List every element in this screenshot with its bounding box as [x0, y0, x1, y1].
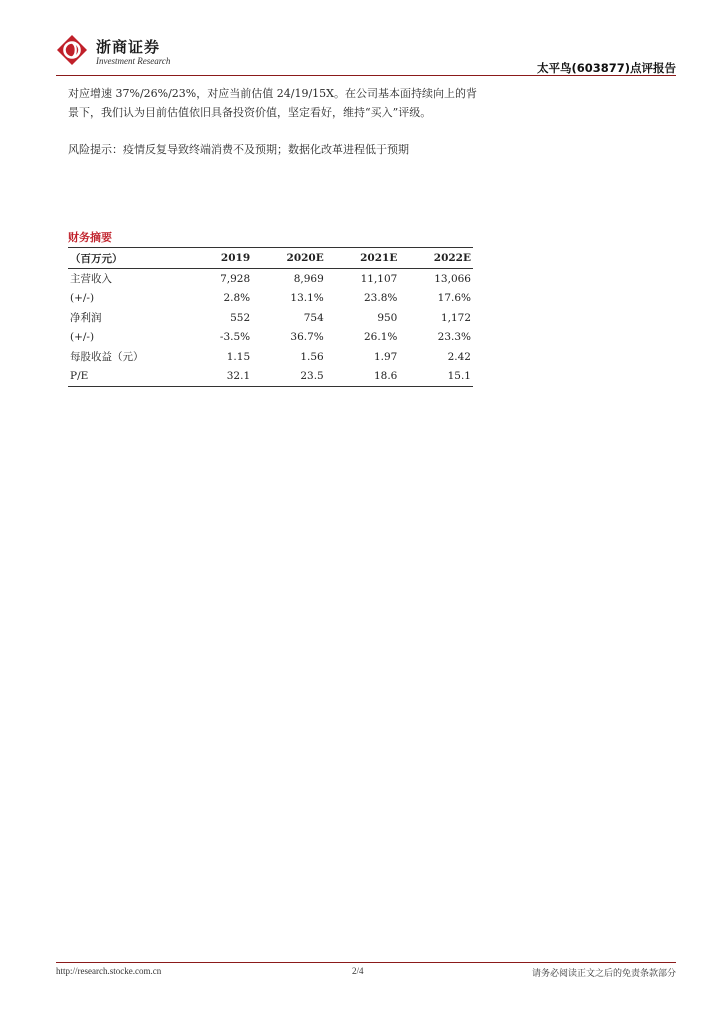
row-label: (+/-) — [70, 292, 95, 305]
table-cell: 7,928 — [220, 272, 251, 285]
page-footer — [56, 966, 676, 980]
table-cell: 18.6 — [373, 370, 398, 383]
table-cell: 15.1 — [447, 370, 471, 383]
page-header — [56, 32, 676, 74]
table-cell: 552 — [230, 311, 251, 324]
financial-summary-table — [68, 247, 473, 387]
table-cell: 17.6% — [437, 292, 471, 305]
table-cell: 1.15 — [226, 350, 251, 363]
page-number: 2/4 — [352, 966, 364, 976]
row-label: 每股收益（元） — [70, 351, 144, 364]
table-cell: 13.1% — [290, 292, 324, 305]
column-header-year: 2019 — [220, 252, 251, 264]
table-cell: 36.7% — [290, 331, 324, 344]
financial-summary-title: 财务摘要 — [68, 231, 112, 244]
table-cell: 26.1% — [364, 331, 398, 344]
column-header-unit: （百万元） — [70, 252, 123, 265]
table-cell: 754 — [303, 311, 324, 324]
table-cell: 13,066 — [434, 272, 471, 285]
table-row-net-profit — [68, 308, 473, 328]
valuation-paragraph: 对应增速 37%/26%/23%，对应当前估值 24/19/15X。在公司基本面持续向上的背景下，我们认为目前估值依旧具备投资价值，坚定看好，维持“买入”评级。 — [68, 87, 477, 119]
column-header-year: 2020E — [286, 252, 324, 264]
risk-warning-paragraph: 风险提示：疫情反复导致终端消费不及预期；数据化改革进程低于预期 — [68, 143, 409, 156]
table-row-revenue — [68, 269, 473, 289]
table-cell: 11,107 — [360, 272, 398, 285]
header-divider — [56, 75, 676, 76]
table-row-pe — [68, 367, 473, 387]
table-row-net-profit-growth — [68, 328, 473, 348]
zheshang-securities-logo-icon — [56, 34, 88, 66]
table-row-revenue-growth — [68, 289, 473, 309]
table-cell: 2.42 — [447, 350, 471, 363]
table-cell: 1,172 — [440, 311, 471, 324]
table-cell: 950 — [377, 311, 398, 324]
footer-divider — [56, 962, 676, 963]
row-label: 主营收入 — [70, 273, 112, 286]
column-header-year: 2021E — [360, 252, 398, 264]
table-cell: 8,969 — [293, 272, 324, 285]
table-cell: 2.8% — [223, 292, 251, 305]
column-header-year: 2022E — [433, 252, 471, 264]
company-logo — [56, 32, 186, 72]
table-cell: 32.1 — [226, 370, 251, 383]
row-label: 净利润 — [70, 312, 102, 325]
table-cell: 23.8% — [364, 292, 398, 305]
logo-name-en: Investment Research — [96, 56, 171, 66]
table-cell: -3.5% — [219, 331, 251, 344]
row-label: (+/-) — [70, 331, 95, 344]
table-row-eps — [68, 347, 473, 367]
table-cell: 23.5 — [300, 370, 324, 383]
report-title: 太平鸟(603877)点评报告 — [536, 61, 676, 75]
row-label: P/E — [70, 370, 89, 383]
table-cell: 1.56 — [300, 350, 324, 363]
research-website-link[interactable]: http://research.stocke.com.cn — [56, 966, 162, 976]
table-cell: 1.97 — [373, 350, 398, 363]
table-cell: 23.3% — [437, 331, 471, 344]
logo-name-cn: 浙商证券 — [96, 38, 161, 56]
table-header-row — [68, 248, 473, 269]
disclaimer-note: 请务必阅读正文之后的免责条款部分 — [531, 969, 676, 979]
